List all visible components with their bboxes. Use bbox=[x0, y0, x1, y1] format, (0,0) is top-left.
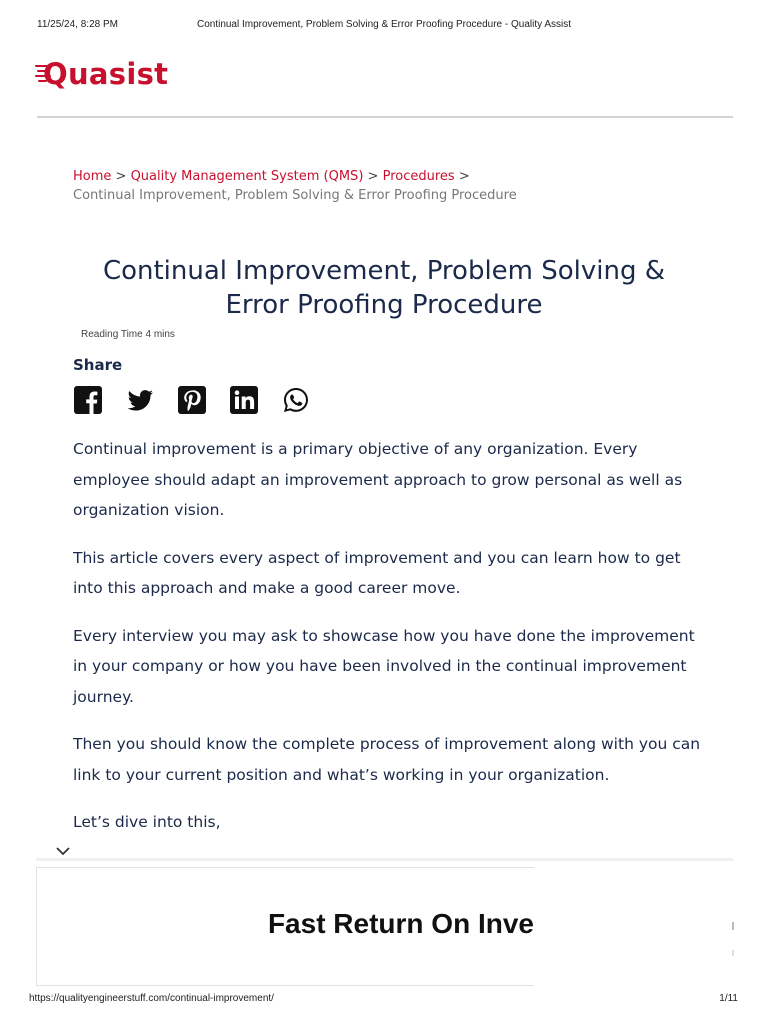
article-body bbox=[73, 434, 703, 855]
reading-time: Reading Time 4 mins bbox=[81, 329, 175, 340]
article-paragraph: Then you should know the complete process of improvement along with you can link to your current position and what’s working in your organization. bbox=[73, 735, 701, 784]
linkedin-icon[interactable] bbox=[229, 385, 259, 415]
article-paragraph: Let’s dive into this, bbox=[73, 813, 221, 831]
print-document-title: Continual Improvement, Problem Solving & Error Proofing Procedure - Quality Assist bbox=[196, 19, 572, 30]
facebook-icon[interactable] bbox=[73, 385, 103, 415]
chevron-down-icon[interactable] bbox=[55, 845, 71, 857]
twitter-icon[interactable] bbox=[125, 385, 155, 415]
breadcrumb bbox=[73, 167, 693, 205]
print-header bbox=[0, 19, 768, 33]
breadcrumb-qms-link[interactable]: Quality Management System (QMS) bbox=[130, 169, 364, 184]
quasist-logo[interactable] bbox=[35, 57, 175, 97]
print-date: 11/25/24, 8:28 PM bbox=[37, 19, 118, 30]
breadcrumb-procedures-link[interactable]: Procedures bbox=[382, 169, 455, 184]
article-paragraph: This article covers every aspect of improvement and you can learn how to get into this approach and make a good career move. bbox=[73, 548, 681, 597]
print-url: https://qualityengineerstuff.com/continual-improvement/ bbox=[29, 993, 274, 1004]
ad-top-shadow bbox=[36, 858, 733, 861]
ad-edge-mark bbox=[732, 950, 734, 956]
ad-headline: Fast Return On Inve bbox=[267, 908, 534, 939]
print-page-count: 1/11 bbox=[719, 993, 738, 1004]
breadcrumb-separator: > bbox=[458, 169, 470, 184]
page-title: Continual Improvement, Problem Solving & Error Proofing Procedure bbox=[102, 256, 666, 320]
breadcrumb-current-page: Continual Improvement, Problem Solving & Error Proofing Procedure bbox=[73, 188, 517, 203]
pinterest-icon[interactable] bbox=[177, 385, 207, 415]
logo-text: Quasist bbox=[43, 57, 169, 91]
share-label: Share bbox=[73, 356, 123, 374]
article-paragraph: Every interview you may ask to showcase how you have done the improvement in your company or how you have been involved in the continual improvement journey. bbox=[73, 626, 695, 706]
whatsapp-icon[interactable] bbox=[281, 385, 311, 415]
breadcrumb-separator: > bbox=[115, 169, 127, 184]
breadcrumb-separator: > bbox=[367, 169, 379, 184]
ad-banner[interactable] bbox=[36, 867, 534, 986]
ad-edge-mark bbox=[732, 922, 734, 930]
share-icons-row bbox=[73, 385, 311, 415]
header-divider bbox=[37, 116, 733, 118]
breadcrumb-home-link[interactable]: Home bbox=[73, 169, 112, 184]
article-paragraph: Continual improvement is a primary objective of any organization. Every employee should adapt an improvement approach to grow personal as well as organization vision. bbox=[73, 440, 683, 519]
